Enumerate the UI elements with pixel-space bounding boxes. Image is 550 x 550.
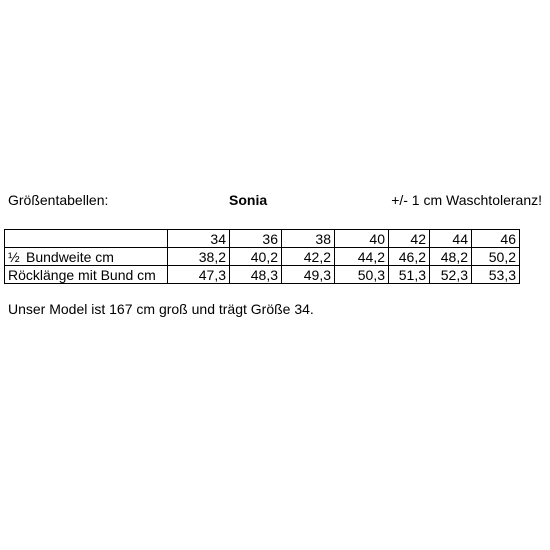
table-row <box>5 266 520 284</box>
table-cell: 48,3 <box>230 266 282 284</box>
size-table <box>4 229 520 284</box>
size-header-row <box>5 230 520 248</box>
row-label-length: Röcklänge mit Bund cm <box>5 266 168 284</box>
table-cell: 49,3 <box>282 266 335 284</box>
table-cell: 51,3 <box>389 266 430 284</box>
size-chart-heading: Größentabellen: <box>8 192 109 208</box>
corner-cell <box>5 230 168 248</box>
table-cell: 47,3 <box>168 266 230 284</box>
size-header-cell: 46 <box>472 230 520 248</box>
model-size-note: Unser Model ist 167 cm groß und trägt Größe 34. <box>8 301 314 317</box>
size-header-cell: 42 <box>389 230 430 248</box>
wash-tolerance-note: +/- 1 cm Waschtoleranz! <box>391 192 542 208</box>
size-header-cell: 40 <box>335 230 389 248</box>
table-cell: 50,3 <box>335 266 389 284</box>
size-header-cell: 36 <box>230 230 282 248</box>
table-cell: 53,3 <box>472 266 520 284</box>
table-cell: 46,2 <box>389 248 430 266</box>
table-cell: 38,2 <box>168 248 230 266</box>
table-cell: 42,2 <box>282 248 335 266</box>
row-label-text: Bundweite cm <box>26 248 114 265</box>
size-header-cell: 44 <box>430 230 472 248</box>
table-cell: 44,2 <box>335 248 389 266</box>
row-label-waist <box>5 248 168 266</box>
size-header-cell: 38 <box>282 230 335 248</box>
table-cell: 52,3 <box>430 266 472 284</box>
table-cell: 40,2 <box>230 248 282 266</box>
size-header-cell: 34 <box>168 230 230 248</box>
table-cell: 48,2 <box>430 248 472 266</box>
half-fraction: ½ <box>8 248 20 265</box>
product-name: Sonia <box>229 192 268 208</box>
table-row <box>5 248 520 266</box>
table-cell: 50,2 <box>472 248 520 266</box>
